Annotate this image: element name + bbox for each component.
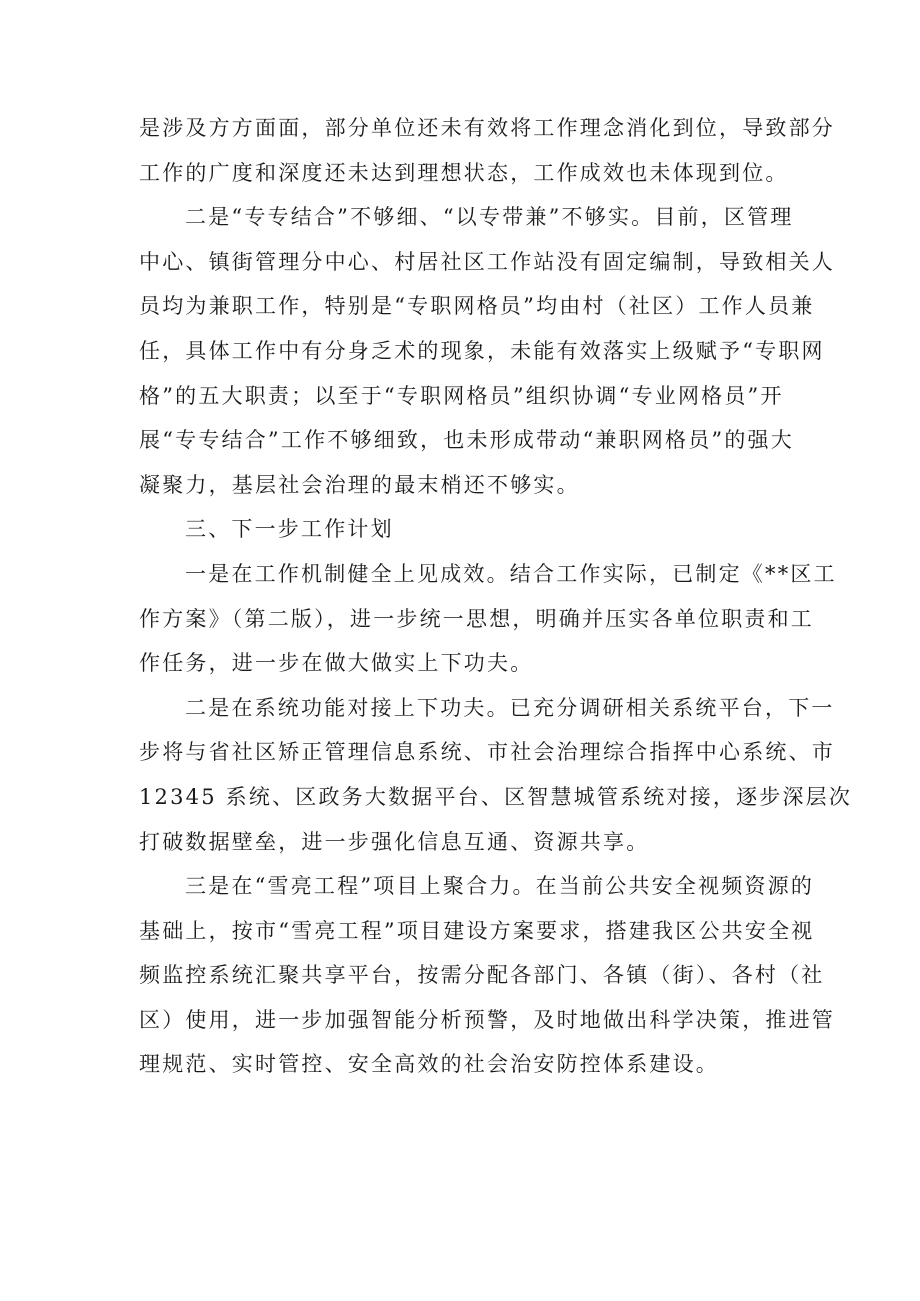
paragraph-line: 展“专专结合”工作不够细致，也未形成带动“兼职网格员”的强大 <box>139 428 794 453</box>
paragraph-first-line: 二是在系统功能对接上下功夫。已充分调研相关系统平台，下一 <box>185 695 835 720</box>
paragraph-line: 员均为兼职工作，特别是“专职网格员”均由村（社区）工作人员兼 <box>139 294 815 319</box>
paragraph-line: 作方案》（第二版），进一步统一思想，明确并压实各单位职责和工 <box>139 606 814 631</box>
paragraph-line: 12345 系统、区政务大数据平台、区智慧城管系统对接，逐步深层次 <box>139 784 853 809</box>
paragraph-line: 基础上，按市“雪亮工程”项目建设方案要求，搭建我区公共安全视 <box>139 918 815 943</box>
paragraph-line: 凝聚力，基层社会治理的最末梢还不够实。 <box>139 472 580 497</box>
paragraph-line: 打破数据壁垒，进一步强化信息互通、资源共享。 <box>139 829 650 854</box>
paragraph-first-line: 二是“专专结合”不够细、“以专带兼”不够实。目前，区管理 <box>185 205 794 230</box>
paragraph-line: 理规范、实时管控、安全高效的社会治安防控体系建设。 <box>139 1052 719 1077</box>
paragraph-line: 任，具体工作中有分身乏术的现象，未能有效落实上级赋予“专职网 <box>139 338 825 363</box>
paragraph-line: 频监控系统汇聚共享平台，按需分配各部门、各镇（街）、各村（社 <box>139 963 825 988</box>
paragraph-line: 步将与省社区矫正管理信息系统、市社会治理综合指挥中心系统、市 <box>139 740 835 765</box>
paragraph-line: 中心、镇街管理分中心、村居社区工作站没有固定编制，导致相关人 <box>139 249 835 274</box>
paragraph-line: 区）使用，进一步加强智能分析预警，及时地做出科学决策，推进管 <box>139 1007 835 1032</box>
paragraph-line: 格”的五大职责；以至于“专职网格员”组织协调“专业网格员”开 <box>139 383 784 408</box>
paragraph-first-line: 三是在“雪亮工程”项目上聚合力。在当前公共安全视频资源的 <box>185 874 815 899</box>
document-body <box>139 106 853 1087</box>
paragraph-first-line: 一是在工作机制健全上见成效。结合工作实际，已制定《**区工 <box>185 561 837 586</box>
paragraph-line: 是涉及方方面面，部分单位还未有效将工作理念消化到位，导致部分 <box>139 116 835 140</box>
paragraph-line: 作任务，进一步在做大做实上下功夫。 <box>139 651 534 676</box>
paragraph-line: 工作的广度和深度还未达到理想状态，工作成效也未体现到位。 <box>139 160 789 185</box>
section-heading: 三、下一步工作计划 <box>185 517 394 542</box>
